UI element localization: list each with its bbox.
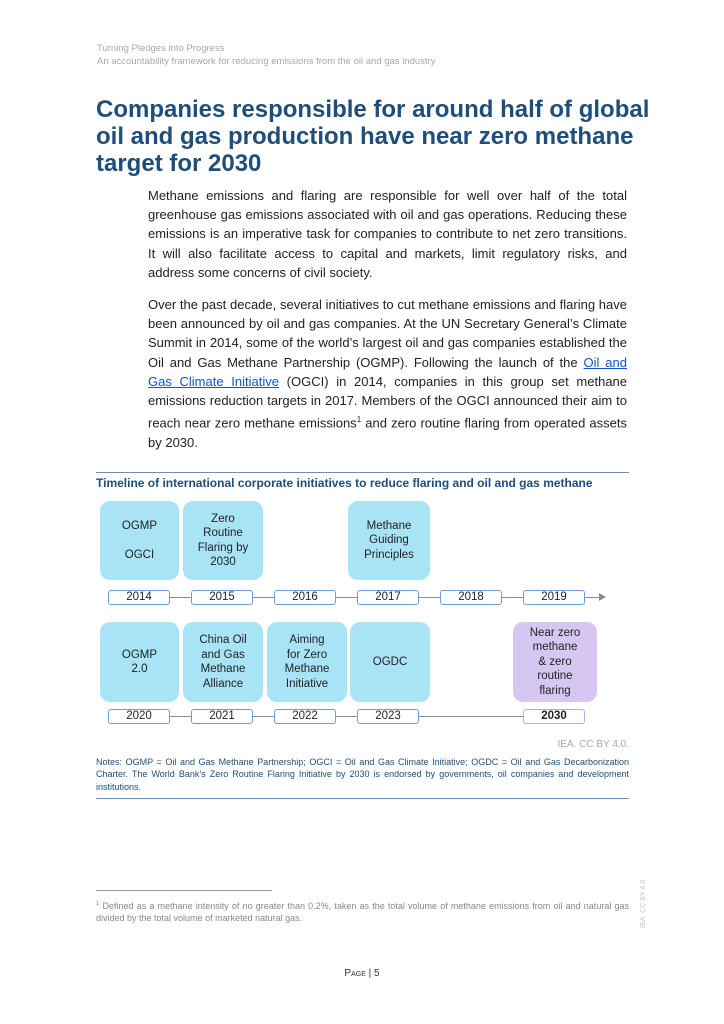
box-label: China Oil — [199, 634, 247, 646]
box-label: Flaring by — [197, 541, 249, 554]
year-2030: 2030 — [523, 709, 585, 724]
box-label: Guiding — [369, 534, 409, 547]
footnote — [96, 898, 629, 924]
box-label: 2030 — [210, 556, 236, 568]
box-2030-near-zero-methane — [513, 622, 597, 702]
body-paragraph-1: Methane emissions and flaring are responsible for well over half of the total greenhouse gas emissions associated with oil and gas operations. Reducing these emissions is an imperative task for companies to contribute to net zero transitions. It will also facilitate access to capital and markets, limit regulatory risks, and address some concerns of civil society. — [148, 188, 627, 280]
year-2017: 2017 — [357, 590, 419, 605]
ogci-link[interactable]: Oil and Gas Climate Initiative — [148, 354, 627, 389]
box-label: 2.0 — [131, 663, 148, 675]
box-label: OGDC — [372, 655, 408, 668]
box-2023-ogdc — [350, 622, 430, 702]
year-2022: 2022 — [274, 709, 336, 724]
figure-notes: Notes: OGMP = Oil and Gas Methane Partnership; OGCI = Oil and Gas Climate Initiative; OGDC = Oil and Gas Decarbonization Charter. The World Bank’s Zero Routine Flaring Initiative by 2030 is endorsed by governments, oil companies and development institutions. — [96, 757, 629, 792]
box-label: for Zero — [286, 648, 328, 661]
box-label: OGCI — [124, 548, 155, 561]
box-2021-china-oil-gas-methane-alliance — [183, 622, 263, 702]
timeline-axis-row2 — [112, 716, 582, 717]
section-title: Companies responsible for around half of global oil and gas production have near zero methane target for 2030 — [96, 96, 650, 177]
paragraph-text: and zero routine flaring from operated assets by 2030. — [148, 415, 627, 450]
box-label: OGMP — [121, 520, 158, 532]
box-2022-aiming-for-zero-methane — [267, 622, 347, 702]
running-header-title: Turning Pledges into Progress — [97, 43, 225, 54]
box-label: Alliance — [202, 677, 244, 690]
footnote-reference[interactable]: 1 — [356, 415, 362, 425]
box-label: Aiming — [289, 634, 325, 646]
year-2018: 2018 — [440, 590, 502, 605]
box-label: Methane — [284, 663, 330, 675]
year-2019: 2019 — [523, 590, 585, 605]
box-label: Methane — [200, 663, 246, 675]
box-label: & zero — [538, 655, 572, 668]
box-label: Initiative — [285, 677, 329, 690]
page-label: Page — [344, 968, 366, 979]
box-label: Routine — [203, 527, 243, 539]
box-label: and Gas — [201, 648, 245, 661]
footnote-separator — [96, 890, 272, 891]
page-separator: | — [365, 968, 375, 979]
year-2014: 2014 — [108, 590, 170, 605]
page-number — [300, 968, 424, 979]
figure-credit: IEA. CC BY 4.0. — [557, 739, 629, 750]
page-number-value: 5 — [374, 968, 380, 979]
box-2014-ogmp-ogci — [100, 501, 179, 580]
side-credit: IEA. CC BY 4.0. — [640, 877, 647, 928]
year-2023: 2023 — [357, 709, 419, 724]
year-2020: 2020 — [108, 709, 170, 724]
figure-top-rule — [96, 472, 629, 473]
body-paragraph-2 — [148, 295, 627, 452]
box-label: Near zero — [529, 626, 581, 639]
box-label: routine — [537, 670, 573, 683]
running-header-subtitle: An accountability framework for reducing emissions from the oil and gas industry — [97, 56, 436, 67]
footnote-text: Defined as a methane intensity of no greater than 0.2%, taken as the total volume of methane emissions from oil and natural gas divided by the total volume of marketed natural gas. — [96, 901, 629, 923]
box-label: Methane — [366, 519, 412, 532]
box-2017-methane-guiding-principles — [348, 501, 430, 580]
box-label: Principles — [364, 548, 414, 561]
box-label: OGMP — [121, 648, 158, 661]
box-2020-ogmp-2 — [100, 622, 179, 702]
figure-bottom-rule — [96, 798, 629, 799]
box-label: Zero — [211, 512, 235, 525]
paragraph-text: (OGCI) in 2014, companies in this group set methane emissions reduction targets in 2017. Members of the OGCI announced their aim to reach near zero methane emissions — [148, 373, 628, 431]
footnote-number: 1 — [96, 901, 100, 907]
year-2016: 2016 — [274, 590, 336, 605]
arrow-head-icon — [599, 593, 606, 601]
figure-title: Timeline of international corporate initiatives to reduce flaring and oil and gas methane — [96, 476, 593, 490]
year-2021: 2021 — [191, 709, 253, 724]
year-2015: 2015 — [191, 590, 253, 605]
paragraph-text: Over the past decade, several initiatives to cut methane emissions and flaring have been announced by oil and gas companies. At the UN Secretary General’s Climate Summit in 2014, some of the world’s largest oil and gas companies established the Oil and Gas Methane Partnership (OGMP). Following the launch of the — [148, 297, 627, 370]
box-2015-zero-routine-flaring — [183, 501, 263, 580]
box-label: flaring — [539, 684, 571, 697]
box-label: methane — [532, 641, 578, 654]
